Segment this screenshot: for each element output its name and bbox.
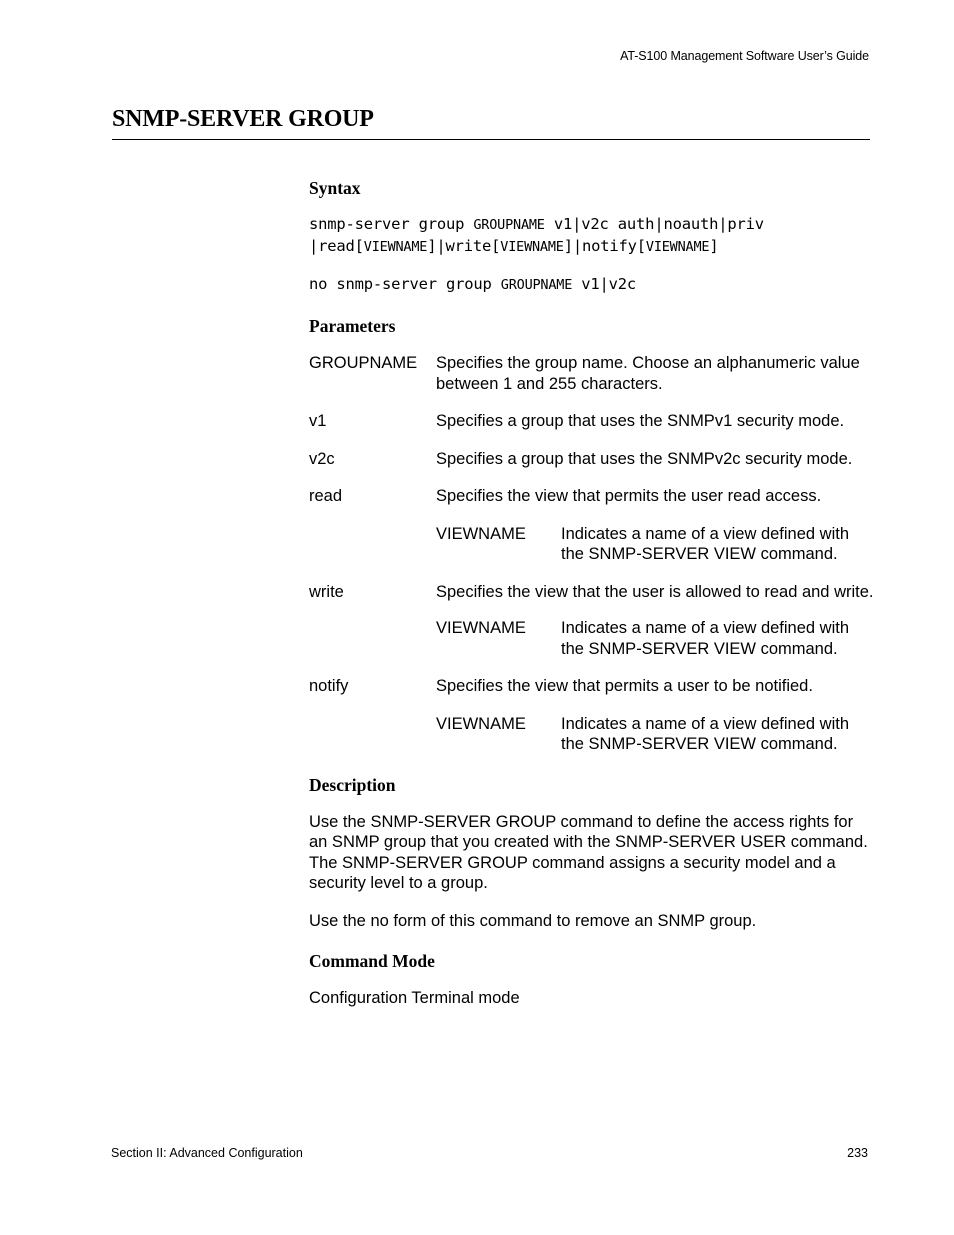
syntax-text: |read[ (309, 237, 364, 255)
sub-param-row-notify-viewname (436, 714, 874, 755)
description-paragraph-2: Use the no form of this command to remove an SNMP group. (309, 911, 757, 930)
param-row-write (309, 582, 874, 603)
param-row-groupname (309, 353, 874, 394)
syntax-placeholder: VIEWNAME (500, 239, 564, 255)
param-name: v1 (309, 412, 327, 430)
syntax-text: ] (709, 237, 719, 255)
sub-param-name: VIEWNAME (436, 524, 526, 543)
param-desc: Specifies a group that uses the SNMPv1 security mode. (436, 412, 845, 430)
param-desc: Specifies the group name. Choose an alphanumeric value between 1 and 255 characters. (436, 354, 860, 393)
syntax-placeholder: GROUPNAME (500, 277, 573, 293)
syntax-line-3 (309, 274, 874, 296)
param-name: write (309, 582, 344, 601)
syntax-text: snmp-server group (309, 215, 474, 233)
running-header: AT-S100 Management Software User’s Guide (620, 49, 869, 63)
param-desc: Specifies the view that the user is allowed to read and write. (436, 582, 874, 601)
syntax-placeholder: GROUPNAME (473, 217, 545, 233)
sub-param-name: VIEWNAME (436, 619, 526, 637)
param-desc: Specifies the view that permits the user read access. (436, 487, 822, 505)
content (309, 178, 874, 1009)
footer-section: Section II: Advanced Configuration (111, 1146, 303, 1160)
param-row-v2c (309, 449, 874, 470)
param-name: v2c (309, 449, 335, 468)
syntax-line-2 (309, 236, 874, 258)
param-name: notify (309, 677, 349, 695)
syntax-text: no snmp-server group (309, 275, 501, 293)
syntax-text: v1|v2c (572, 275, 637, 293)
sub-param-desc: Indicates a name of a view defined with the SNMP-SERVER VIEW command. (561, 714, 850, 753)
sub-param-desc: Indicates a name of a view defined with the SNMP-SERVER VIEW command. (561, 619, 850, 658)
parameters-heading: Parameters (309, 316, 396, 336)
param-name: read (309, 487, 343, 505)
sub-param-desc: Indicates a name of a view defined with the SNMP-SERVER VIEW command. (561, 524, 850, 563)
syntax-text: ]|notify[ (563, 237, 646, 255)
command-mode-text: Configuration Terminal mode (309, 989, 520, 1007)
page-title: SNMP-SERVER GROUP (112, 106, 374, 132)
sub-param-name: VIEWNAME (436, 714, 526, 733)
footer-page-number: 233 (847, 1146, 868, 1160)
param-row-read (309, 486, 874, 507)
param-desc: Specifies a group that uses the SNMPv2c security mode. (436, 449, 853, 468)
description-heading: Description (309, 774, 396, 795)
syntax-placeholder: VIEWNAME (645, 239, 710, 255)
sub-param-row-read-viewname (436, 524, 874, 565)
sub-param-row-write-viewname (436, 618, 874, 659)
syntax-line-1 (309, 214, 874, 236)
param-row-notify (309, 676, 874, 697)
syntax-text: ]|write[ (427, 237, 501, 255)
param-desc: Specifies the view that permits a user to be notified. (436, 677, 813, 695)
param-row-v1 (309, 411, 874, 432)
syntax-placeholder: VIEWNAME (363, 239, 428, 255)
title-rule (112, 139, 870, 140)
syntax-text: v1|v2c auth|noauth|priv (544, 215, 764, 233)
syntax-heading: Syntax (309, 178, 361, 198)
description-paragraph-1: Use the SNMP-SERVER GROUP command to define the access rights for an SNMP group that you created with the SNMP-SERVER USER command. The SNMP-SERVER GROUP command assigns a security model and a security level to a group. (309, 812, 868, 892)
command-mode-heading: Command Mode (309, 951, 435, 971)
param-name: GROUPNAME (309, 354, 418, 372)
